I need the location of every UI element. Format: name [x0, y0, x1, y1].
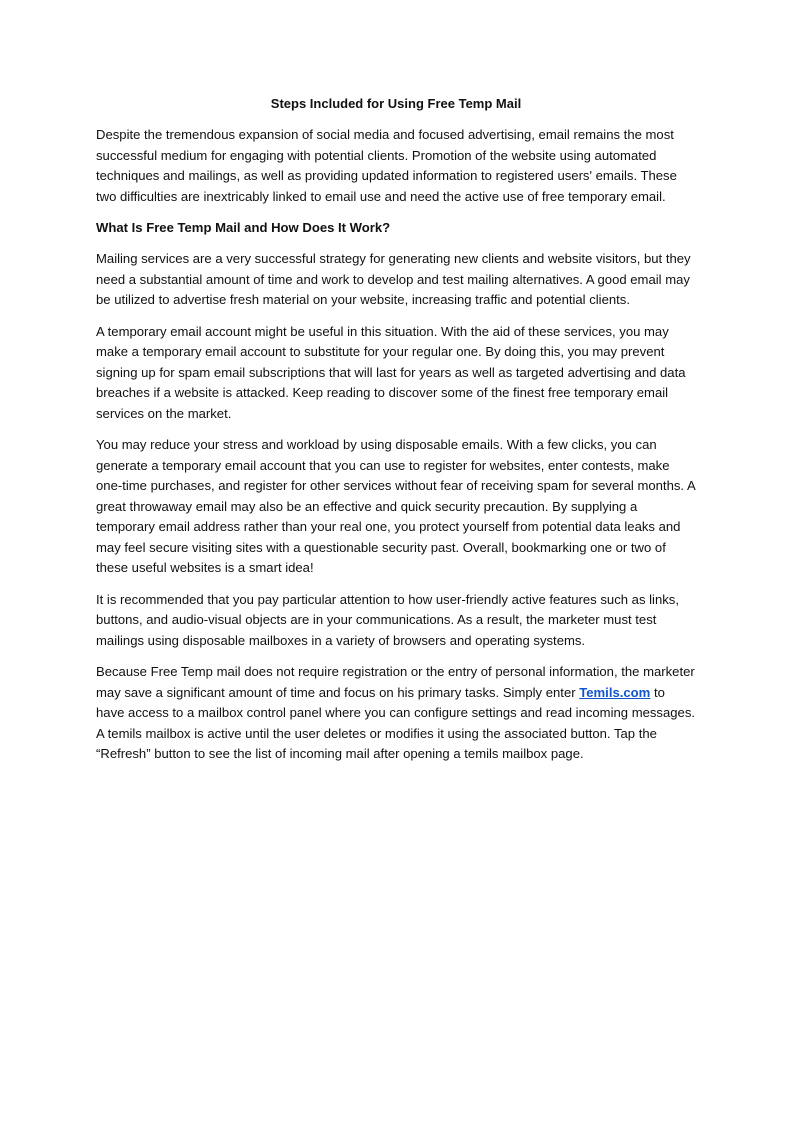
- temils-link[interactable]: Temils.com: [579, 684, 651, 700]
- body-paragraph: Mailing services are a very successful strategy for generating new clients and website visitors, but they need a substantial amount of time and work to develop and test mailing alternatives. A good email may be utilized to advertise fresh material on your website, increasing traffic and potential clients.: [96, 251, 691, 307]
- section-heading: What Is Free Temp Mail and How Does It Work?: [96, 220, 391, 235]
- body-paragraph: A temporary email account might be useful in this situation. With the aid of these services, you may make a temporary email account to substitute for your regular one. By doing this, you may prevent signing up for spam email subscriptions that will last for years as well as targeted advertising and data breaches if a website is attacked. Keep reading to discover some of the finest free temporary email services on the market.: [96, 323, 686, 421]
- intro-paragraph: Despite the tremendous expansion of social media and focused advertising, email remains the most successful medium for engaging with potential clients. Promotion of the website using automated techniques and mailings, as well as providing updated information to registered users' emails. These two difficulties are inextricably linked to email use and need the active use of free temporary email.: [96, 127, 677, 204]
- document-title: Steps Included for Using Free Temp Mail: [270, 96, 522, 111]
- last-paragraph-text-before: Because Free Temp mail does not require registration or the entry of personal information, the marketer may save a significant amount of time and focus on his primary tasks. Simply enter: [96, 664, 695, 700]
- body-paragraph: You may reduce your stress and workload by using disposable emails. With a few clicks, you can generate a temporary email account that you can use to register for websites, enter contests, make one-time purchases, and register for other services without fear of receiving spam for several months. A great throwaway email may also be an effective and quick security precaution. By supplying a temporary email address rather than your real one, you protect yourself from potential data leaks and may feel secure visiting sites with a questionable security past. Overall, bookmarking one or two of these useful websites is a smart idea!: [96, 437, 695, 575]
- body-paragraph: It is recommended that you pay particular attention to how user-friendly active features such as links, buttons, and audio-visual objects are in your communications. As a result, the marketer must test mailings using disposable mailboxes in a variety of browsers and operating systems.: [96, 591, 679, 648]
- document-page: [96, 94, 696, 776]
- last-paragraph: [96, 662, 696, 765]
- last-paragraph-text-after: to have access to a mailbox control panel where you can configure settings and read incoming messages. A temils mailbox is active until the user deletes or modifies it using the associated button. Tap the “Refresh” button to see the list of incoming mail after opening a temils mailbox page.: [96, 684, 696, 761]
